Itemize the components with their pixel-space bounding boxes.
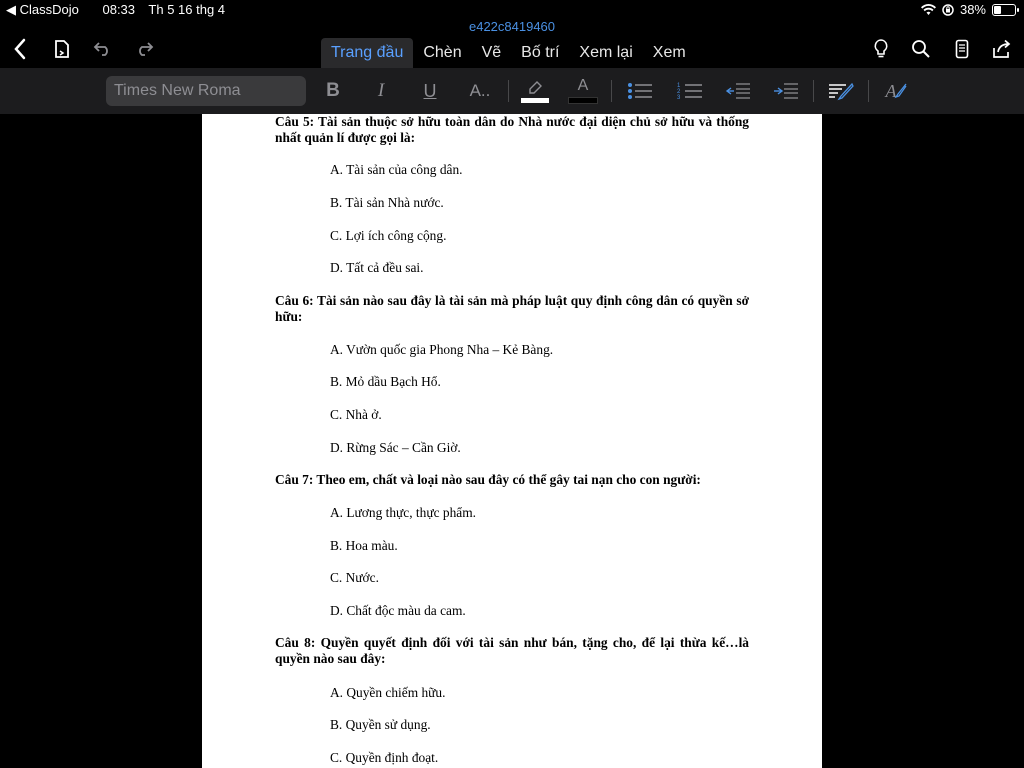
option-6a: A. Vườn quốc gia Phong Nha – Kẻ Bàng.	[330, 342, 554, 357]
option-7d: D. Chất độc màu da cam.	[330, 603, 466, 618]
formatting-ribbon	[0, 68, 1024, 114]
bullets-button[interactable]	[624, 76, 656, 106]
question-5: Câu 5: Tài sản thuộc sở hữu toàn dân do Nhà nước đại diện chủ sở hữu và thống nhất quản lí được gọi là:	[275, 114, 749, 145]
undo-button[interactable]	[88, 34, 118, 64]
tab-view[interactable]: Xem	[652, 44, 686, 61]
lightbulb-icon	[873, 38, 889, 60]
font-color-button[interactable]	[566, 76, 600, 106]
option-7b: B. Hoa màu.	[330, 538, 398, 553]
option-5d: D. Tất cả đều sai.	[330, 260, 424, 275]
paragraph-format-button[interactable]	[826, 76, 856, 106]
option-5c: C. Lợi ích công cộng.	[330, 228, 447, 243]
brush-icon	[893, 83, 907, 99]
top-toolbar	[0, 34, 1024, 68]
divider	[813, 80, 814, 102]
increase-indent-button[interactable]	[770, 76, 802, 106]
status-time: 08:33	[102, 2, 136, 17]
redo-button[interactable]	[129, 34, 159, 64]
outdent-icon	[725, 81, 751, 101]
tab-draw[interactable]: Vẽ	[481, 44, 502, 61]
more-format-button[interactable]: A..	[469, 81, 491, 100]
question-7: Câu 7: Theo em, chất và loại nào sau đây có thể gây tai nạn cho con người:	[275, 472, 701, 487]
status-date: Th 5 16 thg 4	[148, 2, 226, 17]
svg-text:1: 1	[677, 83, 681, 89]
numbered-list-icon	[677, 81, 703, 101]
search-button[interactable]	[906, 34, 936, 64]
italic-button[interactable]: I	[377, 80, 385, 101]
font-color-swatch	[568, 97, 598, 104]
option-7c: C. Nước.	[330, 570, 379, 585]
tab-layout[interactable]: Bố trí	[521, 44, 560, 61]
font-name-field[interactable]: Times New Roma	[106, 76, 306, 106]
question-6: Câu 6: Tài sản nào sau đây là tài sản mà pháp luật quy định công dân có quyền sở hữu:	[275, 293, 749, 324]
divider	[868, 80, 869, 102]
paint-brush-icon	[828, 81, 854, 101]
svg-text:3: 3	[677, 95, 681, 101]
bulleted-list-icon	[627, 81, 653, 101]
document-icon	[52, 39, 72, 59]
phone-view-icon	[955, 39, 969, 59]
option-6c: C. Nhà ở.	[330, 407, 382, 422]
divider	[611, 80, 612, 102]
file-menu-button[interactable]	[47, 34, 77, 64]
option-7a: A. Lương thực, thực phẩm.	[330, 505, 476, 520]
tab-review[interactable]: Xem lại	[579, 44, 633, 61]
option-5b: B. Tài sản Nhà nước.	[330, 195, 444, 210]
battery-icon	[992, 4, 1016, 16]
search-icon	[911, 39, 931, 59]
share-button[interactable]	[987, 34, 1017, 64]
battery-percent: 38%	[959, 2, 986, 17]
option-6b: B. Mỏ dầu Bạch Hổ.	[330, 374, 441, 389]
underline-button[interactable]: U	[423, 80, 437, 101]
redo-icon	[134, 41, 154, 57]
ribbon-tabs	[321, 38, 696, 68]
bold-button[interactable]: B	[326, 80, 340, 101]
orientation-lock-icon	[942, 4, 954, 16]
numbering-button[interactable]	[674, 76, 706, 106]
tell-me-button[interactable]	[866, 34, 896, 64]
back-to-app-link[interactable]: ◀ ClassDojo	[6, 2, 79, 17]
styles-button[interactable]	[880, 76, 912, 106]
chevron-left-icon	[13, 38, 27, 60]
styles-letter: A	[885, 80, 897, 101]
document-page[interactable]	[202, 114, 822, 768]
share-icon	[991, 39, 1013, 59]
option-8b: B. Quyền sử dụng.	[330, 717, 431, 732]
wifi-icon	[921, 4, 936, 16]
back-button[interactable]	[5, 34, 35, 64]
option-8a: A. Quyền chiếm hữu.	[330, 685, 446, 700]
option-5a: A. Tài sản của công dân.	[330, 162, 463, 177]
document-title[interactable]: e422c8419460	[468, 19, 556, 34]
undo-icon	[93, 41, 113, 57]
indent-icon	[773, 81, 799, 101]
tab-insert[interactable]: Chèn	[423, 44, 462, 61]
question-8: Câu 8: Quyền quyết định đối với tài sản như bán, tặng cho, để lại thừa kế…là quyền nào sau đây:	[275, 635, 749, 666]
status-bar	[0, 0, 1024, 20]
highlight-swatch	[521, 98, 549, 103]
highlighter-icon	[526, 80, 544, 96]
highlight-color-button[interactable]	[518, 76, 552, 106]
svg-text:2: 2	[677, 89, 681, 95]
option-6d: D. Rừng Sác – Cần Giờ.	[330, 440, 461, 455]
mobile-view-button[interactable]	[947, 34, 977, 64]
decrease-indent-button[interactable]	[722, 76, 754, 106]
tab-home[interactable]: Trang đầu	[321, 38, 413, 68]
divider	[508, 80, 509, 102]
option-8c: C. Quyền định đoạt.	[330, 750, 439, 765]
back-app-label: ClassDojo	[19, 2, 79, 17]
font-color-letter: A	[577, 77, 589, 94]
